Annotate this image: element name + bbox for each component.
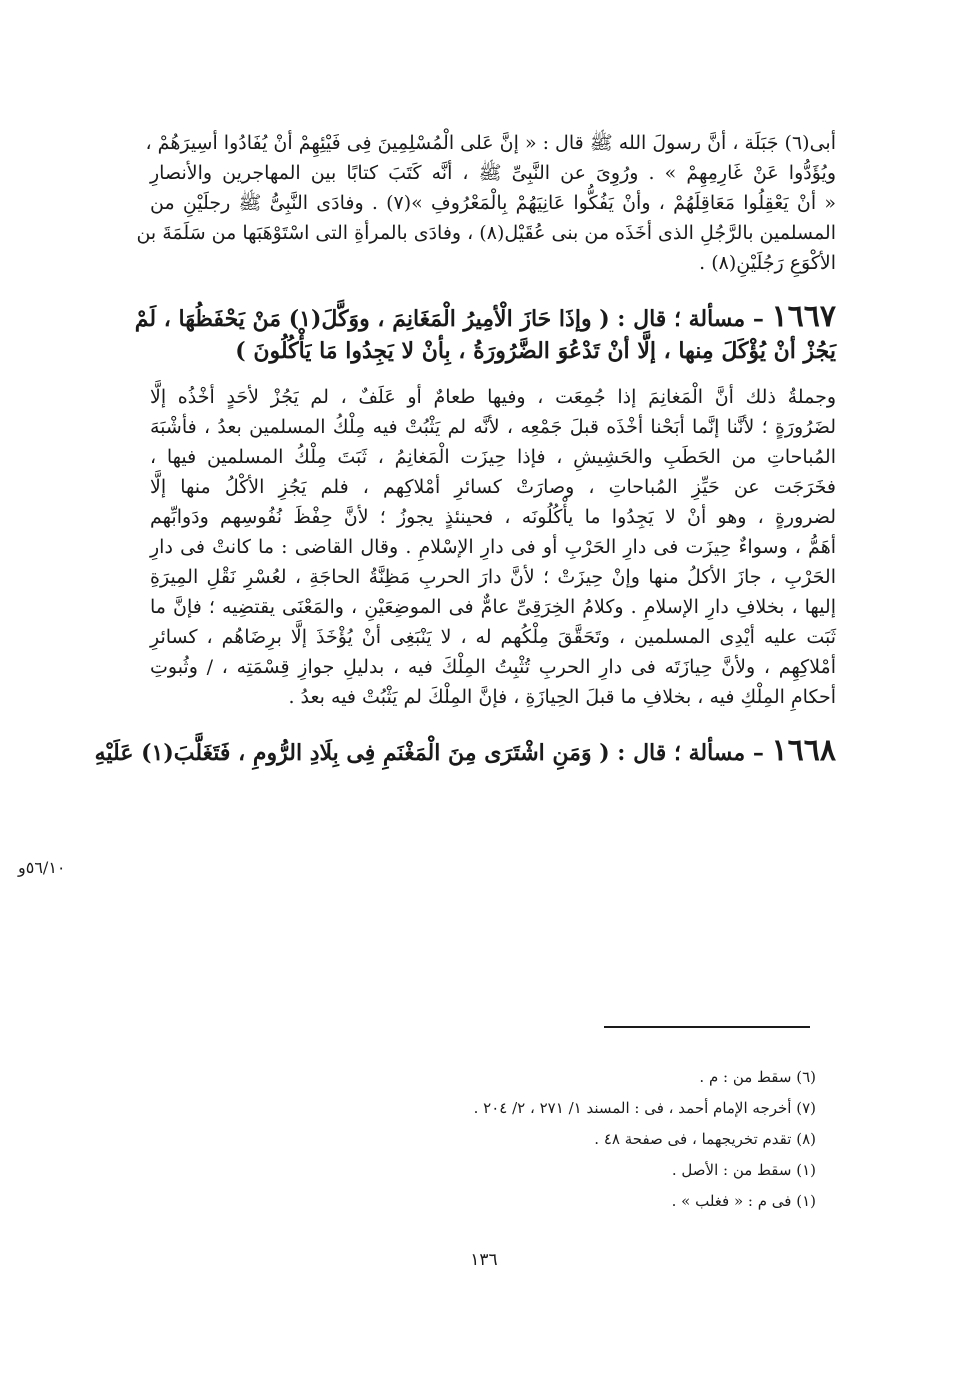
text-line: لضَرُورَةٍ ؛ لأنَّنا إنَّما أبَحْنا أخْذَه قبلَ جَمْعِه ، لأنَّه لم يَثْبُتْ فيه مِلْكُ المسلمين بعدُ ، فأشْبَهَ [150, 416, 836, 438]
heading-masala-1667 [134, 299, 836, 368]
paragraph-commentary [150, 382, 836, 712]
text-line: أهَمُّ ، وسواءٌ حِيزَت فى دارِ الحَرْبِ أو فى دارِ الإسْلامِ . وقال القاضى : ما كانتْ فى دارِ [150, 536, 836, 558]
footnote: (٨) تقدم تخريجهما ، فى صفحة ٤٨ . [594, 1130, 816, 1148]
footnotes [300, 1062, 816, 1217]
heading-line [134, 299, 836, 334]
text-line: الحَرْبِ ، جازَ الأكلُ منها وإنْ حِيزَتْ ؛ لأنَّ دارَ الحربِ مَظِنَّةُ الحاجَةِ ، لعُسْرِ نَقْلِ المِيرَةِ [150, 566, 836, 588]
text-line: الأكْوَعِ رَجُلَيْنِ(٨) . [699, 252, 836, 274]
text-line: المُباحاتِ من الحَطَبِ والحَشِيشِ ، فإذا حِيزَت الْمَغانِمُ ، ثَبَتَ مِلْكُ المسلمين فيها ، [150, 446, 836, 468]
paragraph-hadith [136, 128, 836, 278]
text-line: وجملةُ ذلك أنَّ الْمَغانِمَ إذا جُمِعَت ، وفيها طعامٌ أو عَلَفٌ ، لم يَجُزْ لأحَدٍ أخْذُه إلَّا [150, 386, 836, 408]
text-line: فخَرَجَت عن حَيِّزِ المُباحاتِ ، وصارَتْ كسائرِ أمْلاكِهم ، فلم يَجُزِ الأكْلُ منها إلَّا [150, 476, 836, 498]
footnote: (١) سقط من : الأصل . [671, 1161, 816, 1179]
text-line: المسلمين بالرَّجُلِ الذى أخَذَه من بنى عُقَيْل(٨) ، وفادَى بالمرأةِ التى اسْتَوْهَبَها من سَلَمَةَ بن [136, 222, 836, 244]
text-line: أمْلاكِهِم ، ولأنَّ حِيازَتَه فى دارِ الحربِ تُثْبِتُ المِلْكَ فيه ، بدليلِ جوازِ قِسْمَتِه ، / وثُبوتِ [150, 656, 836, 678]
text-line: أبى(٦) جَبَلَة ، أنَّ رسولَ الله ﷺ قال : « إنَّ عَلى الْمُسْلِمِينَ فِى فَيْئِهِمْ أنْ يُفَادُوا أسِيرَهُمْ ، [145, 132, 836, 154]
masala-number: ١٦٦٨ [771, 733, 836, 768]
footnote-divider [604, 1026, 810, 1028]
heading-line: يَجُزْ أنْ يُؤْكَلَ مِنها ، إلَّا أنْ تَدْعُوَ الضَّرُورَةُ ، بِأنْ لا يَجِدُوا مَا يَأْكُلُونَ ) [235, 338, 836, 364]
heading-text: – مسألة ؛ قال : ( وَمَنِ اشْتَرَى مِنَ الْمَغْنَمِ فِى بِلَادِ الرُّومِ ، فَتَغَلَّبَ(١) عَلَيْهِ [94, 740, 764, 766]
footnote: (٧) أخرجه الإمام أحمد ، فى : المسند ١/ ٢٧١ ، ٢/ ٢٠٤ . [473, 1099, 816, 1117]
footnote: (١) فى م : « فغلب » . [671, 1192, 816, 1210]
manuscript-folio-note: ٥٦/١٠و [18, 858, 66, 877]
main-text [94, 128, 836, 768]
text-line: إليها ، بخلافِ دارِ الإسلامِ . وكلامُ الخِرَقِىِّ عامٌّ فى الموضِعَيْنِ ، والمَعْنَى يقتضِيه ؛ فإنَّ ما [150, 596, 836, 618]
text-line: لضرورةٍ ، وهو أنْ لا يَجِدُوا ما يأْكُلُونَه ، فحينئذٍ يجوزُ ؛ لأنَّ حِفْظَ نُفُوسِهم ودَوابِّهم [150, 506, 836, 528]
footnote: (٦) سقط من : م . [699, 1068, 816, 1086]
text-line: ثَبَت عليه أيْدِى المسلمين ، وتَحَقَّقَ مِلْكُهم له ، لا يَنْبَغِى أنْ يُؤْخَذَ إلَّا برِضَاهُم ، كسائرِ [150, 626, 836, 648]
text-line: أحكامِ المِلْكِ فيه ، بخلافِ ما قبلَ الحِيازَةِ ، فإنَّ المِلْكَ لم يَثْبُتْ فيه بعدُ . [288, 686, 836, 708]
page-number: ١٣٦ [470, 1250, 498, 1270]
heading-masala-1668 [94, 733, 836, 768]
heading-text: – مسألة ؛ قال : ( وإذَا حَازَ الْأمِيرُ الْمَغَانِمَ ، ووَكَّلَ(١) مَنْ يَحْفَظُهَا ، لَمْ [134, 306, 764, 332]
masala-number: ١٦٦٧ [771, 299, 836, 334]
text-line: ويُؤَدُّوا عَنْ غَارِمِهِمْ » . ورُوِىَ عن النَّبِىِّ ﷺ ، أنَّه كَتَبَ كتابًا بين المهاجرين والأنصارِ [150, 162, 836, 184]
text-line: « أنْ يَعْقِلُوا مَعَاقِلَهُمْ ، وأنْ يَفُكُّوا عَانِيَهُمْ بِالْمَعْرُوفِ »(٧) . وفادَى النَّبِىُّ ﷺ رجلَيْنِ من [150, 192, 836, 214]
